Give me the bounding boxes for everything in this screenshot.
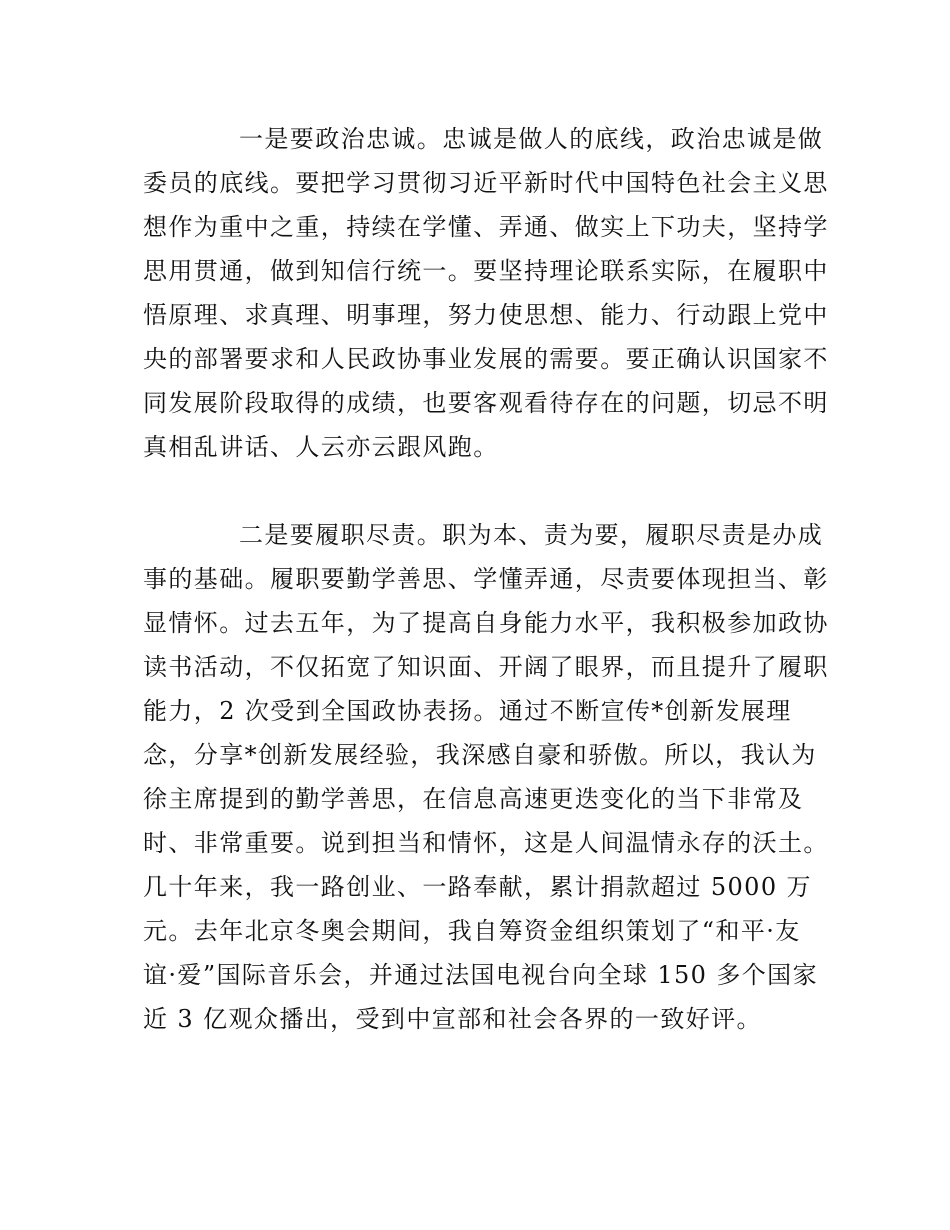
paragraph-line: 同发展阶段取得的成绩，也要客观看待存在的问题，切忌不明 <box>143 389 829 417</box>
paragraph-line: 徐主席提到的勤学善思，在信息高速更迭变化的当下非常及 <box>143 785 804 813</box>
paragraph-line: 一是要政治忠诚。忠诚是做人的底线，政治忠诚是做 <box>239 125 824 153</box>
paragraph-political-loyalty <box>143 117 829 469</box>
paragraph-line: 事的基础。履职要勤学善思、学懂弄通，尽责要体现担当、彰 <box>143 565 829 593</box>
paragraph-line: 央的部署要求和人民政协事业发展的需要。要正确认识国家不 <box>143 345 829 373</box>
paragraph-line: 念，分享*创新发展经验，我深感自豪和骄傲。所以，我认为 <box>143 741 817 769</box>
paragraph-line: 谊·爱”国际音乐会，并通过法国电视台向全球 150 多个国家 <box>143 961 818 989</box>
paragraph-line: 真相乱讲话、人云亦云跟风跑。 <box>143 433 499 461</box>
paragraph-line: 显情怀。过去五年，为了提高自身能力水平，我积极参加政协 <box>143 609 829 637</box>
paragraph-line: 想作为重中之重，持续在学懂、弄通、做实上下功夫，坚持学 <box>143 213 829 241</box>
paragraph-line: 元。去年北京冬奥会期间，我自筹资金组织策划了“和平·友 <box>143 917 801 945</box>
paragraph-line: 近 3 亿观众播出，受到中宣部和社会各界的一致好评。 <box>143 1005 762 1033</box>
paragraph-line: 几十年来，我一路创业、一路奉献，累计捐款超过 5000 万 <box>143 873 812 901</box>
paragraph-duty-fulfillment <box>143 513 829 1041</box>
paragraph-line: 委员的底线。要把学习贯彻习近平新时代中国特色社会主义思 <box>143 169 829 197</box>
paragraph-line: 时、非常重要。说到担当和情怀，这是人间温情永存的沃土。 <box>143 829 829 857</box>
paragraph-line: 悟原理、求真理、明事理，努力使思想、能力、行动跟上党中 <box>143 301 829 329</box>
paragraph-line: 思用贯通，做到知信行统一。要坚持理论联系实际，在履职中 <box>143 257 829 285</box>
paragraph-line: 能力，2 次受到全国政协表扬。通过不断宣传*创新发展理 <box>143 697 792 725</box>
paragraph-line: 二是要履职尽责。职为本、责为要，履职尽责是办成 <box>239 521 824 549</box>
paragraph-line: 读书活动，不仅拓宽了知识面、开阔了眼界，而且提升了履职 <box>143 653 829 681</box>
